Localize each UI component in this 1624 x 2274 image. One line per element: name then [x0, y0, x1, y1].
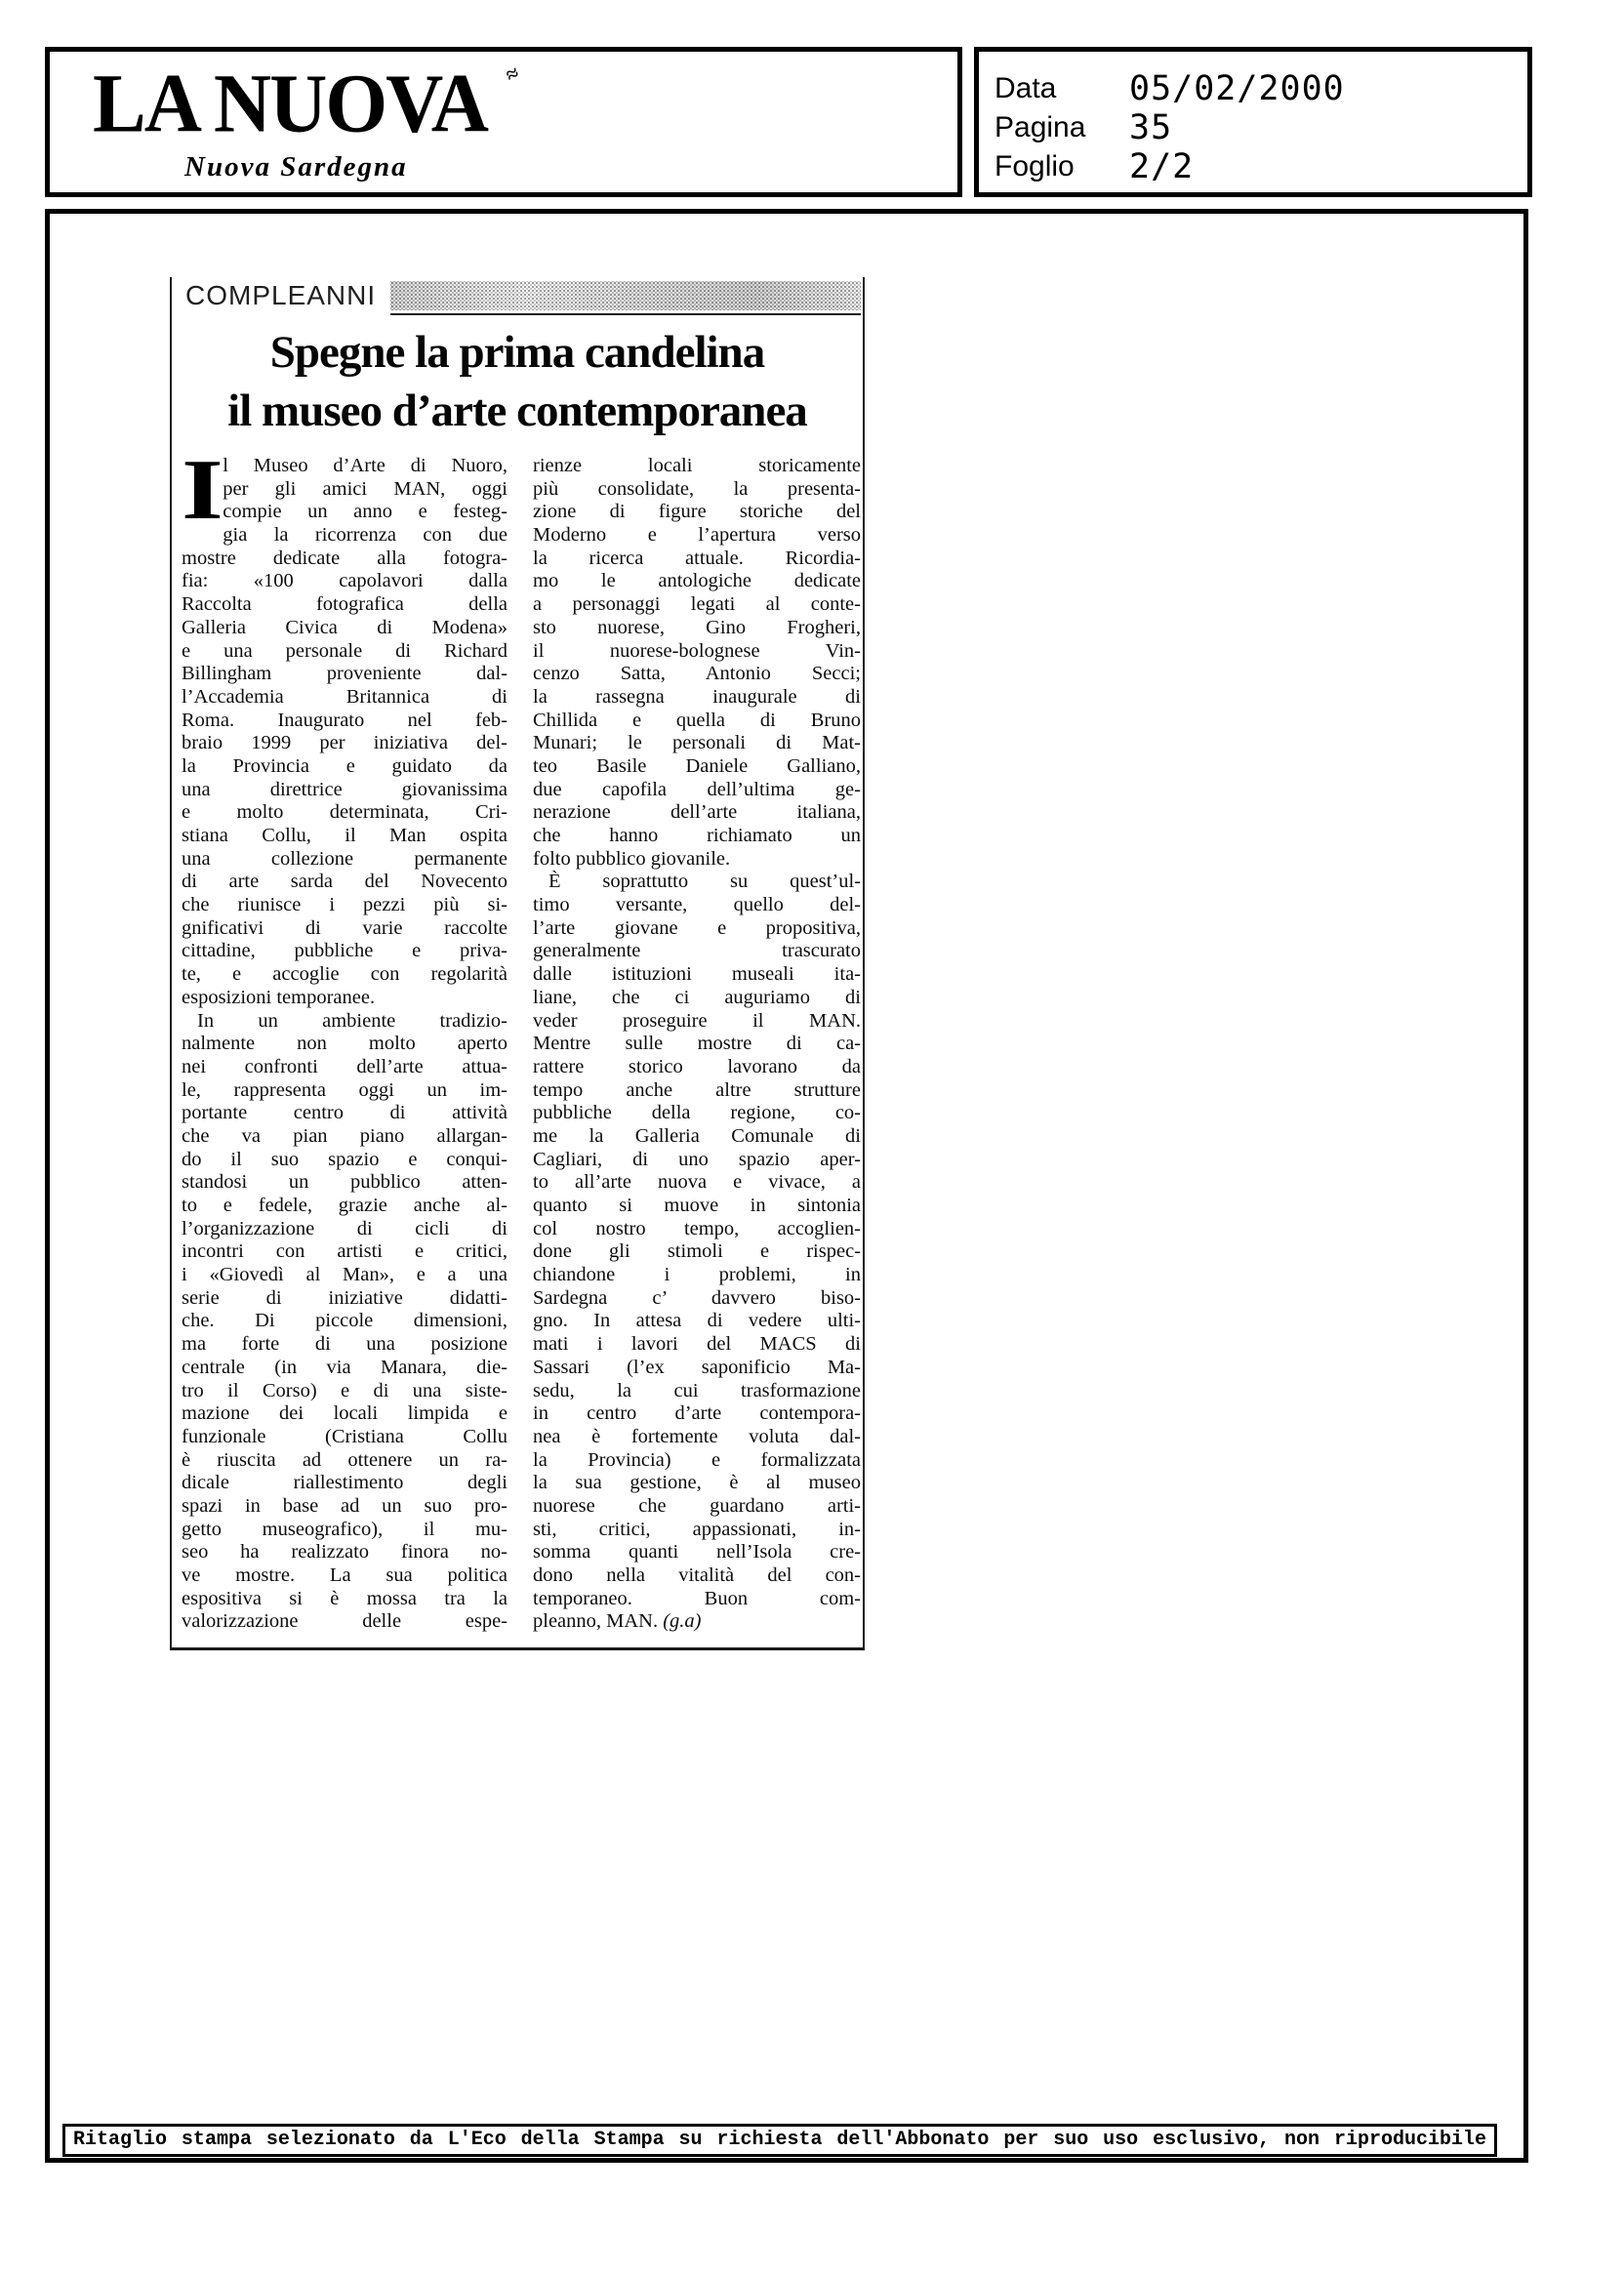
- article-text-line: sedu, la cui trasformazione: [533, 1379, 861, 1401]
- article-text-line: Raccolta fotografica della: [182, 593, 508, 616]
- newspaper-logo-subtitle: Nuova Sardegna: [184, 151, 408, 183]
- article-text-line: È soprattutto su quest’ul-: [548, 871, 861, 893]
- article-text-line: pubbliche della regione, co-: [533, 1102, 861, 1124]
- sheet-label: Foglio: [995, 150, 1075, 183]
- article-text-line: di arte sarda del Novecento: [182, 871, 508, 893]
- article-text-line: Galleria Civica di Modena»: [182, 616, 508, 638]
- article-text-line: e una personale di Richard: [182, 639, 508, 662]
- article-text-line: spazi in base ad un suo pro-: [182, 1494, 508, 1517]
- article-text-line: ma forte di una posizione: [182, 1333, 508, 1356]
- article-text-line: gno. In attesa di vedere ulti-: [533, 1310, 861, 1332]
- article-text-line: mostre dedicate alla fotogra-: [182, 547, 508, 569]
- article-right-rule: [863, 277, 865, 1649]
- article-text-line: compie un anno e festeg-: [223, 501, 508, 523]
- article-text-line: Munari; le personali di Mat-: [533, 732, 861, 754]
- article-text-line: In un ambiente tradizio-: [197, 1009, 508, 1032]
- copyright-text: Ritaglio stampa selezionato da L'Eco della Stampa su richiesta dell'Abbonato per suo uso esclusivo, non riproducibile: [73, 2129, 1486, 2151]
- article-text-line: pleanno, MAN. (g.a): [533, 1610, 702, 1633]
- article-text-line: mazione dei locali limpida e: [182, 1402, 508, 1425]
- article-text-line: nei confronti dell’arte attua-: [182, 1055, 508, 1077]
- headline-line-1: Spegne la prima candelina: [269, 327, 765, 378]
- meta-row-sheet: [995, 147, 1194, 186]
- section-kicker: COMPLEANNI: [185, 280, 377, 310]
- article-text-line: la Provincia e guidato da: [182, 754, 508, 777]
- article-text-line: nalmente non molto aperto: [182, 1033, 508, 1055]
- article-text-line: tro il Corso) e di una siste-: [182, 1379, 508, 1401]
- article-text-line: tempo anche altre strutture: [533, 1078, 861, 1101]
- article-text-line: zione di figure storiche del: [533, 501, 861, 523]
- article-text-line: fia: «100 capolavori dalla: [182, 570, 508, 592]
- article-text-line: rienze locali storicamente: [533, 455, 861, 476]
- article-text-line: l’Accademia Britannica di: [182, 685, 508, 708]
- article-text-line: che hanno richiamato un: [533, 825, 861, 846]
- article-text-line: col nostro tempo, accoglien-: [533, 1217, 861, 1239]
- article-text-line: in centro d’arte contempora-: [533, 1402, 861, 1425]
- article-text-line: la Provincia) e formalizzata: [533, 1448, 861, 1471]
- article-text-line: il nuorese-bolognese Vin-: [533, 639, 861, 662]
- article-text-line: Sassari (l’ex saponificio Ma-: [533, 1356, 861, 1378]
- article-text-line: Billingham proveniente dal-: [182, 663, 508, 685]
- article-text-line: e molto determinata, Cri-: [182, 801, 508, 824]
- article-text-line: to e fedele, grazie anche al-: [182, 1195, 508, 1216]
- article-text-line: liane, che ci auguriamo di: [533, 986, 861, 1008]
- article-text-line: temporaneo. Buon com-: [533, 1587, 861, 1609]
- article-text-line: standosi un pubblico atten-: [182, 1171, 508, 1194]
- article-text-line: esposizioni temporanee.: [182, 986, 376, 1008]
- article-text-line: l’organizzazione di cicli di: [182, 1217, 508, 1239]
- article-text-line: centrale (in via Manara, die-: [182, 1356, 508, 1378]
- drop-cap: I: [182, 443, 223, 538]
- article-text-line: è riuscita ad ottenere un ra-: [182, 1448, 508, 1471]
- article-text-line: cittadine, pubbliche e priva-: [182, 940, 508, 962]
- article-text-line: le, rappresenta oggi un im-: [182, 1078, 508, 1101]
- article-text-line: dono nella vitalità del con-: [533, 1564, 861, 1586]
- article-text-line: che riunisce i pezzi più si-: [182, 894, 508, 916]
- article-text-line: teo Basile Daniele Galliano,: [533, 754, 861, 777]
- article-text-line: timo versante, quello del-: [533, 894, 861, 916]
- article-text-line: più consolidate, la presenta-: [533, 477, 861, 500]
- kicker-underline-rule: [390, 313, 861, 315]
- article-text-line: Chillida e quella di Bruno: [533, 709, 861, 731]
- article-text-line: espositiva si è mossa tra la: [182, 1587, 508, 1609]
- article-text-line: Cagliari, di uno spazio aper-: [533, 1148, 861, 1170]
- article-text-line: una collezione permanente: [182, 847, 508, 870]
- article-text-line: rattere storico lavorano da: [533, 1055, 861, 1077]
- article-text-line: a personaggi legati al conte-: [533, 593, 861, 616]
- copyright-strip: [62, 2124, 1497, 2157]
- article-text-line: che va pian piano allargan-: [182, 1124, 508, 1147]
- article-text-line: nea è fortemente voluta dal-: [533, 1425, 861, 1447]
- article-text-line: quanto si muove in sintonia: [533, 1195, 861, 1216]
- article-text-line: la ricerca attuale. Ricordia-: [533, 547, 861, 569]
- article-text-line: ve mostre. La sua politica: [182, 1564, 508, 1586]
- article-text-line: Sardegna c’ davvero biso-: [533, 1286, 861, 1309]
- page-label: Pagina: [995, 111, 1086, 143]
- article-text-line: Mentre sulle mostre di ca-: [533, 1033, 861, 1055]
- article-text-line: me la Galleria Comunale di: [533, 1124, 861, 1147]
- article-headline: [172, 323, 863, 440]
- article-text-line: mo le antologiche dedicate: [533, 570, 861, 592]
- article-text-line: nerazione dell’arte italiana,: [533, 801, 861, 824]
- article-bottom-rule: [170, 1647, 865, 1650]
- article-text-line: la sua gestione, è al museo: [533, 1472, 861, 1494]
- article-text-line: braio 1999 per iniziativa del-: [182, 732, 508, 754]
- article-text-line: funzionale (Cristiana Collu: [182, 1425, 508, 1447]
- article-text-line: Roma. Inaugurato nel feb-: [182, 709, 508, 731]
- article-text-line: la rassegna inaugurale di: [533, 685, 861, 708]
- article-text-line: seo ha realizzato finora no-: [182, 1541, 508, 1563]
- article-text-line: serie di iniziative didatti-: [182, 1286, 508, 1309]
- article-column-left: [182, 443, 508, 1634]
- headline-line-2: il museo d’arte contemporanea: [227, 386, 807, 436]
- article-text-line: chiandone i problemi, in: [533, 1264, 861, 1286]
- page-value: 35: [1129, 108, 1173, 147]
- article-text-line: per gli amici MAN, oggi: [223, 477, 508, 500]
- article-text-line: done gli stimoli e rispec-: [533, 1240, 861, 1263]
- clipping-meta-box: [974, 47, 1532, 197]
- article-text-line: mati i lavori del MACS di: [533, 1333, 861, 1356]
- article-text-line: Moderno e l’apertura verso: [533, 524, 861, 547]
- meta-row-page: [995, 108, 1172, 147]
- article-text-line: generalmente trascurato: [533, 940, 861, 962]
- article-left-rule: [170, 277, 172, 1649]
- article-text-line: portante centro di attività: [182, 1102, 508, 1124]
- article-text-line: dalle istituzioni museali ita-: [533, 963, 861, 986]
- article-text-line: getto museografico), il mu-: [182, 1518, 508, 1540]
- article-text-line: cenzo Satta, Antonio Secci;: [533, 663, 861, 685]
- article-text-line: veder proseguire il MAN.: [533, 1009, 861, 1032]
- article-text-line: sto nuorese, Gino Frogheri,: [533, 616, 861, 638]
- article-text-line: incontri con artisti e critici,: [182, 1240, 508, 1263]
- article-text-line: dicale riallestimento degli: [182, 1472, 508, 1494]
- article-text-line: sti, critici, appassionati, in-: [533, 1518, 861, 1540]
- kicker-halftone-bar: [390, 281, 861, 310]
- article-text-line: una direttrice giovanissima: [182, 778, 508, 800]
- article-text-line: gnificativi di varie raccolte: [182, 916, 508, 939]
- masthead-box: [45, 47, 962, 197]
- article-text-line: to all’arte nuova e vivace, a: [533, 1171, 861, 1194]
- newspaper-logo: LA NUOVA: [93, 56, 487, 150]
- article-text-line: l Museo d’Arte di Nuoro,: [223, 455, 508, 476]
- date-value: 05/02/2000: [1129, 69, 1345, 108]
- date-label: Data: [995, 72, 1057, 104]
- article-text-line: valorizzazione delle espe-: [182, 1610, 508, 1633]
- article-text-line: due capofila dell’ultima ge-: [533, 778, 861, 800]
- article-text-line: gia la ricorrenza con due: [223, 524, 508, 547]
- article-text-line: i «Giovedì al Man», e a una: [182, 1264, 508, 1286]
- article-column-right: [533, 455, 861, 1634]
- article-text-line: che. Di piccole dimensioni,: [182, 1310, 508, 1332]
- logo-flourish-mark: ≈: [502, 60, 523, 88]
- article-text-line: somma quanti nell’Isola cre-: [533, 1541, 861, 1563]
- article-text-line: nuorese che guardano arti-: [533, 1494, 861, 1517]
- article-text-line: te, e accoglie con regolarità: [182, 963, 508, 986]
- article-text-line: stiana Collu, il Man ospita: [182, 825, 508, 846]
- article-text-line: folto pubblico giovanile.: [533, 847, 731, 870]
- article-text-line: l’arte giovane e propositiva,: [533, 916, 861, 939]
- article-text-line: do il suo spazio e conqui-: [182, 1148, 508, 1170]
- sheet-value: 2/2: [1129, 147, 1195, 186]
- meta-row-date: [995, 69, 1345, 108]
